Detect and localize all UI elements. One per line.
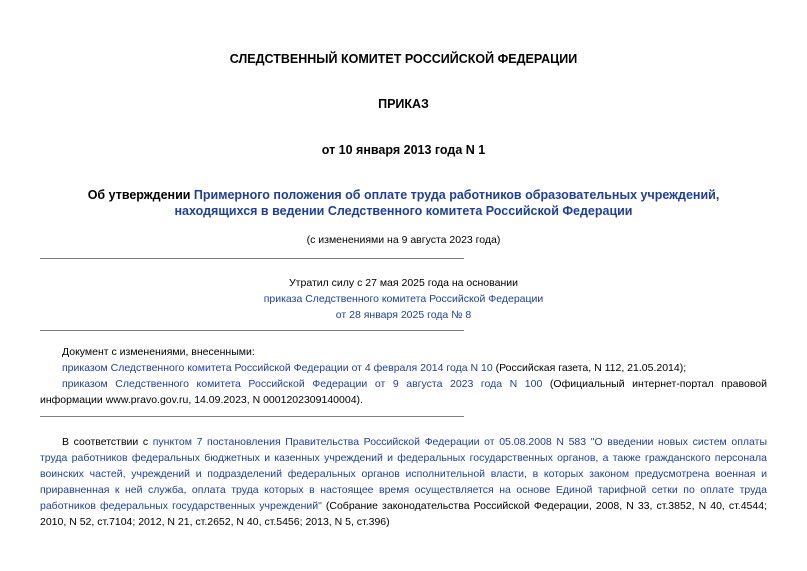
body-source: (Собрание законодательства Российской Федерации, 2008, N 33, ст.3852, N 40, ст.4544; 2010, N 52, ст.7104; 2012, N 21, ст.2652, N 40, ст.5456; 2013, N 5, ст.396): [40, 500, 767, 528]
body-paragraph: [40, 434, 767, 530]
amendments-block: [40, 344, 767, 408]
amendment-source-2: (Официальный интернет-портал правовой информации www.pravo.gov.ru, 14.09.2023, N 0001202309140004).: [40, 378, 767, 406]
divider-3: [40, 416, 464, 417]
repeal-block: [0, 275, 807, 323]
amendment-link-1[interactable]: приказом Следственного комитета Российской Федерации от 4 февраля 2014 года N 10: [62, 362, 493, 374]
amendment-item-1: [40, 360, 767, 376]
repeal-link-line1[interactable]: приказа Следственного комитета Российской Федерации: [263, 293, 544, 305]
body-lead: В соответствии с: [62, 436, 153, 448]
repeal-text: Утратил силу с 27 мая 2025 года на основании: [289, 277, 518, 289]
repeal-link-line2[interactable]: от 28 января 2025 года № 8: [335, 309, 472, 321]
title-prefix: Об утверждении: [87, 188, 194, 202]
divider-1: [40, 258, 464, 259]
title-link-line1[interactable]: Примерного положения об оплате труда работников образовательных учреждений,: [193, 188, 720, 202]
title-link-line2[interactable]: находящихся в ведении Следственного комитета Российской Федерации: [174, 204, 633, 218]
body-link-resolution[interactable]: пунктом 7 постановления Правительства Российской Федерации от 05.08.2008 N 583 "О введении новых систем оплаты труда работников федеральных бюджетных и казенных учреждений и федеральных государственных органов, а также гражданского персонала воинских частей, учреждений и подразделений федеральных органов исполнительной власти, в которых законом предусмотрена военная и приравненная к ней служба, оплата труда которых в настоящее время осуществляется на основе Единой тарифной сетки по оплате труда работников федеральных государственных учреждений": [40, 436, 767, 512]
divider-2: [40, 330, 464, 331]
doc-type-heading: ПРИКАЗ: [378, 97, 429, 111]
amendments-intro: Документ с изменениями, внесенными:: [62, 346, 255, 358]
amendment-item-2: [40, 376, 767, 408]
agency-heading: СЛЕДСТВЕННЫЙ КОМИТЕТ РОССИЙСКОЙ ФЕДЕРАЦИИ: [229, 52, 578, 66]
date-number-heading: от 10 января 2013 года N 1: [321, 143, 486, 157]
document-title: [0, 187, 807, 219]
amendment-link-2[interactable]: приказом Следственного комитета Российской Федерации от 9 августа 2023 года N 100: [62, 378, 543, 390]
revision-note: (с изменениями на 9 августа 2023 года): [306, 234, 501, 246]
amendment-source-1: (Российская газета, N 112, 21.05.2014);: [492, 362, 687, 374]
